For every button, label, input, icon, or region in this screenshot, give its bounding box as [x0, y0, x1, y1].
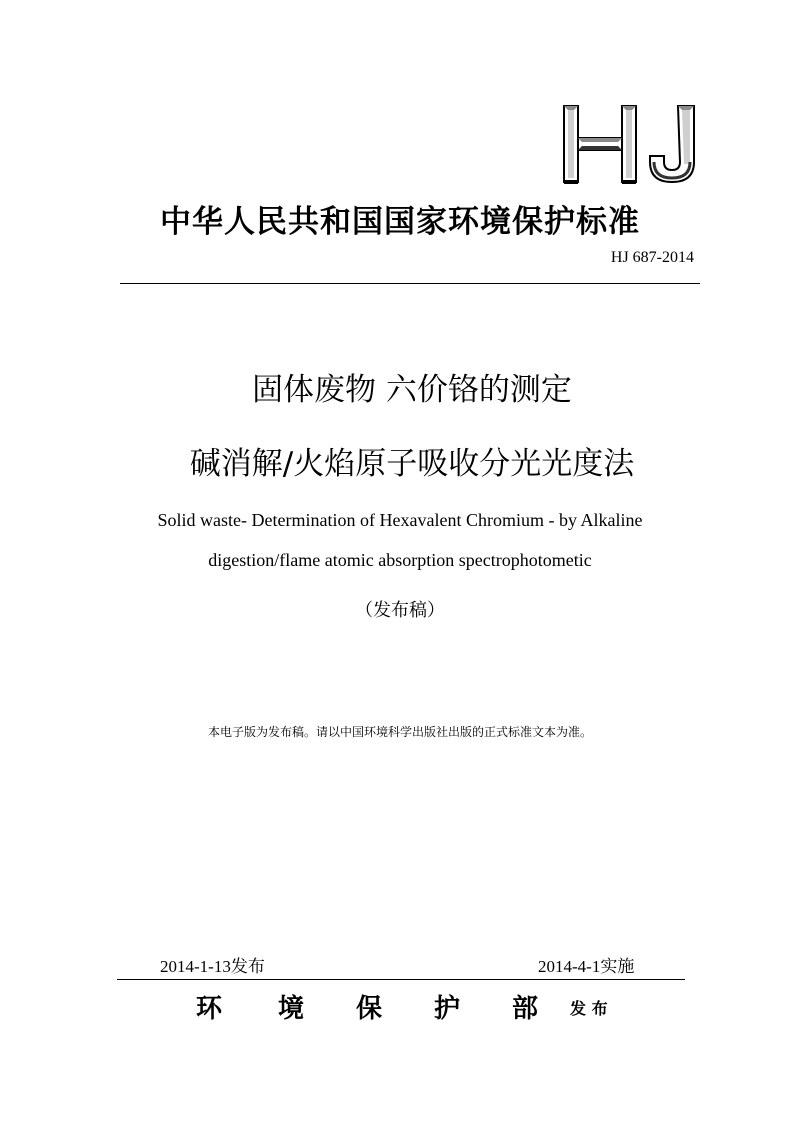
standard-number: HJ 687-2014: [610, 249, 694, 266]
notice-text: 本电子版为发布稿。请以中国环境科学出版社出版的正式标准文本为准。: [207, 725, 592, 739]
implement-date: 2014-4-1实施: [538, 957, 635, 976]
issue-date: 2014-1-13发布: [160, 957, 265, 976]
title-cn-line-2: 碱消解/火焰原子吸收分光光度法: [189, 446, 635, 482]
bottom-divider: [117, 979, 685, 980]
publisher-char: 护: [434, 993, 461, 1024]
draft-status: （发布稿）: [355, 600, 445, 621]
logo-letter-h: [564, 106, 636, 182]
publisher-char: 境: [278, 993, 305, 1024]
publisher-char: 部: [512, 993, 539, 1024]
publisher-suffix: 发 布: [570, 999, 608, 1018]
title-cn-line-1: 固体废物 六价铬的测定: [252, 372, 572, 408]
standard-title: 中华人民共和国国家环境保护标准: [160, 204, 640, 240]
top-divider: [120, 283, 700, 284]
hj-logo: [560, 104, 700, 186]
publisher-char: 环: [196, 993, 223, 1024]
title-en-line-2: digestion/flame atomic absorption spectrophotometic: [208, 550, 592, 570]
logo-letter-j: [650, 106, 694, 182]
title-en-line-1: Solid waste- Determination of Hexavalent Chromium - by Alkaline: [157, 510, 643, 530]
publisher-char: 保: [356, 993, 383, 1024]
publisher: [196, 986, 608, 1026]
